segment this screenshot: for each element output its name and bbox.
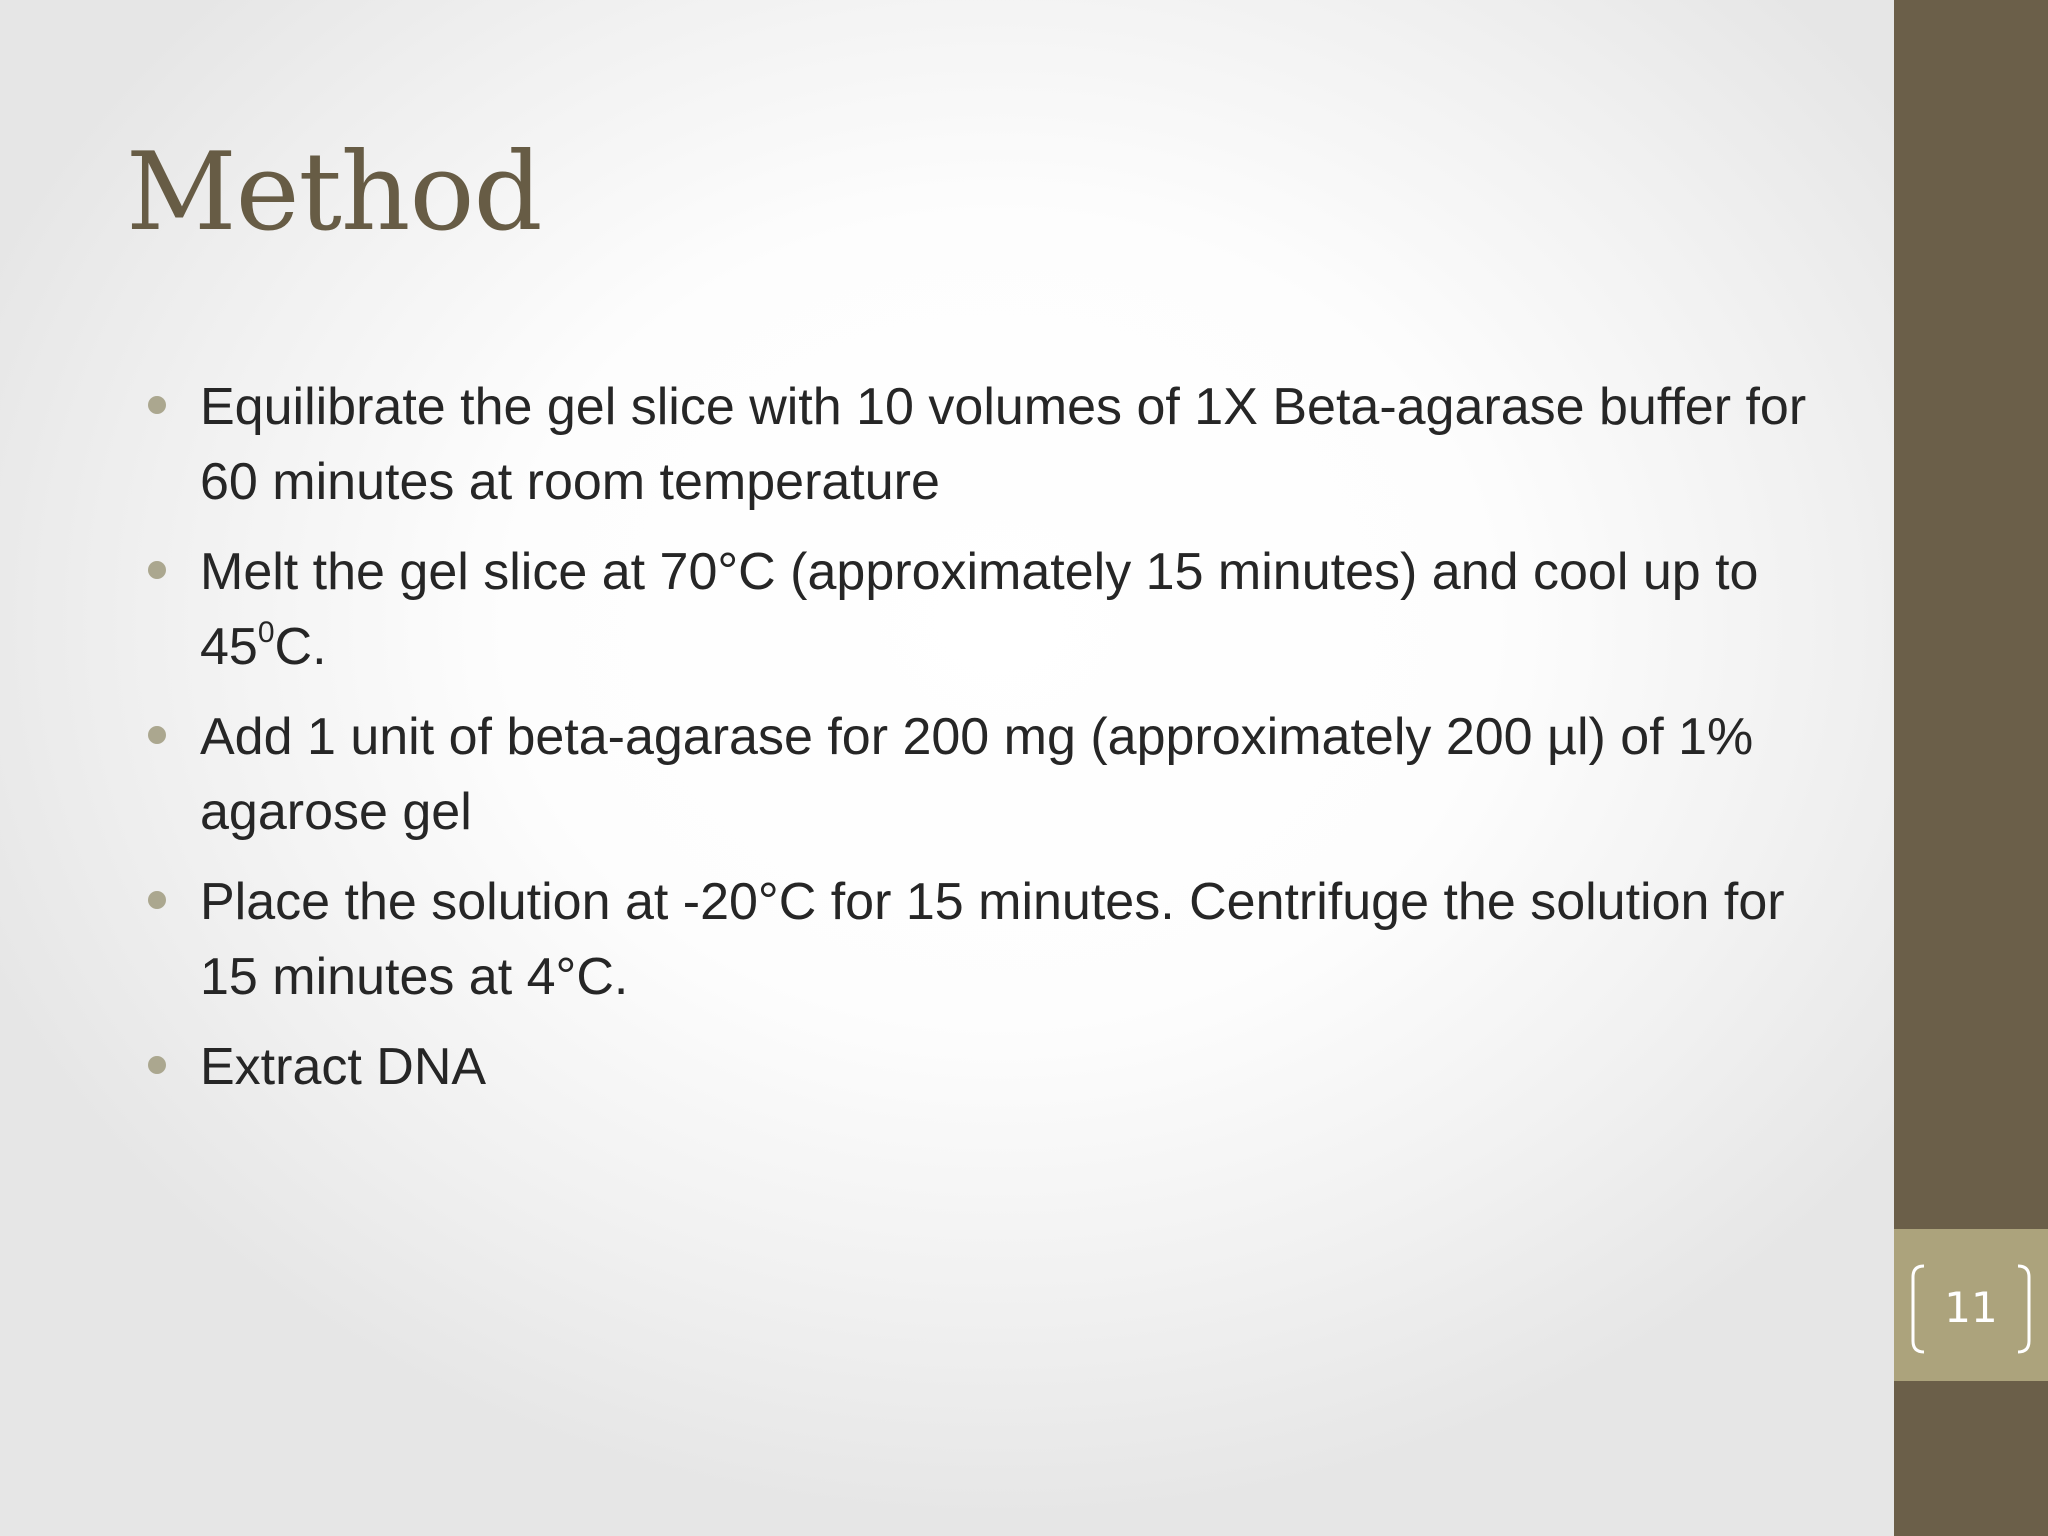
bullet-item: [148, 865, 1808, 1015]
bullet-dot-icon: [148, 1056, 166, 1074]
bullet-dot-icon: [148, 561, 166, 579]
bullet-text: Place the solution at -20°C for 15 minutes. Centrifuge the solution for 15 minutes at 4°C.: [200, 873, 1785, 1006]
bullet-text: Extract DNA: [200, 1038, 487, 1096]
bullet-text-suffix: C.: [274, 618, 327, 676]
bullet-text: Add 1 unit of beta-agarase for 200 mg (approximately 200 µl) of 1% agarose gel: [200, 708, 1754, 841]
bullet-text: Melt the gel slice at 70°C (approximately 15 minutes) and cool up to 45: [200, 543, 1759, 676]
bullet-text: Equilibrate the gel slice with 10 volumes of 1X Beta-agarase buffer for 60 minutes at room temperature: [200, 378, 1807, 511]
bullet-item: [148, 535, 1808, 685]
bullet-dot-icon: [148, 396, 166, 414]
bullet-dot-icon: [148, 891, 166, 909]
superscript-degree: 0: [257, 616, 275, 649]
bullet-item: [148, 370, 1808, 520]
bullet-dot-icon: [148, 726, 166, 744]
bullet-item: [148, 1030, 1808, 1105]
bullet-list: [148, 370, 1808, 1120]
slide-title: Method: [126, 130, 542, 255]
page-number: 11: [1944, 1283, 1998, 1332]
bullet-item: [148, 700, 1808, 850]
